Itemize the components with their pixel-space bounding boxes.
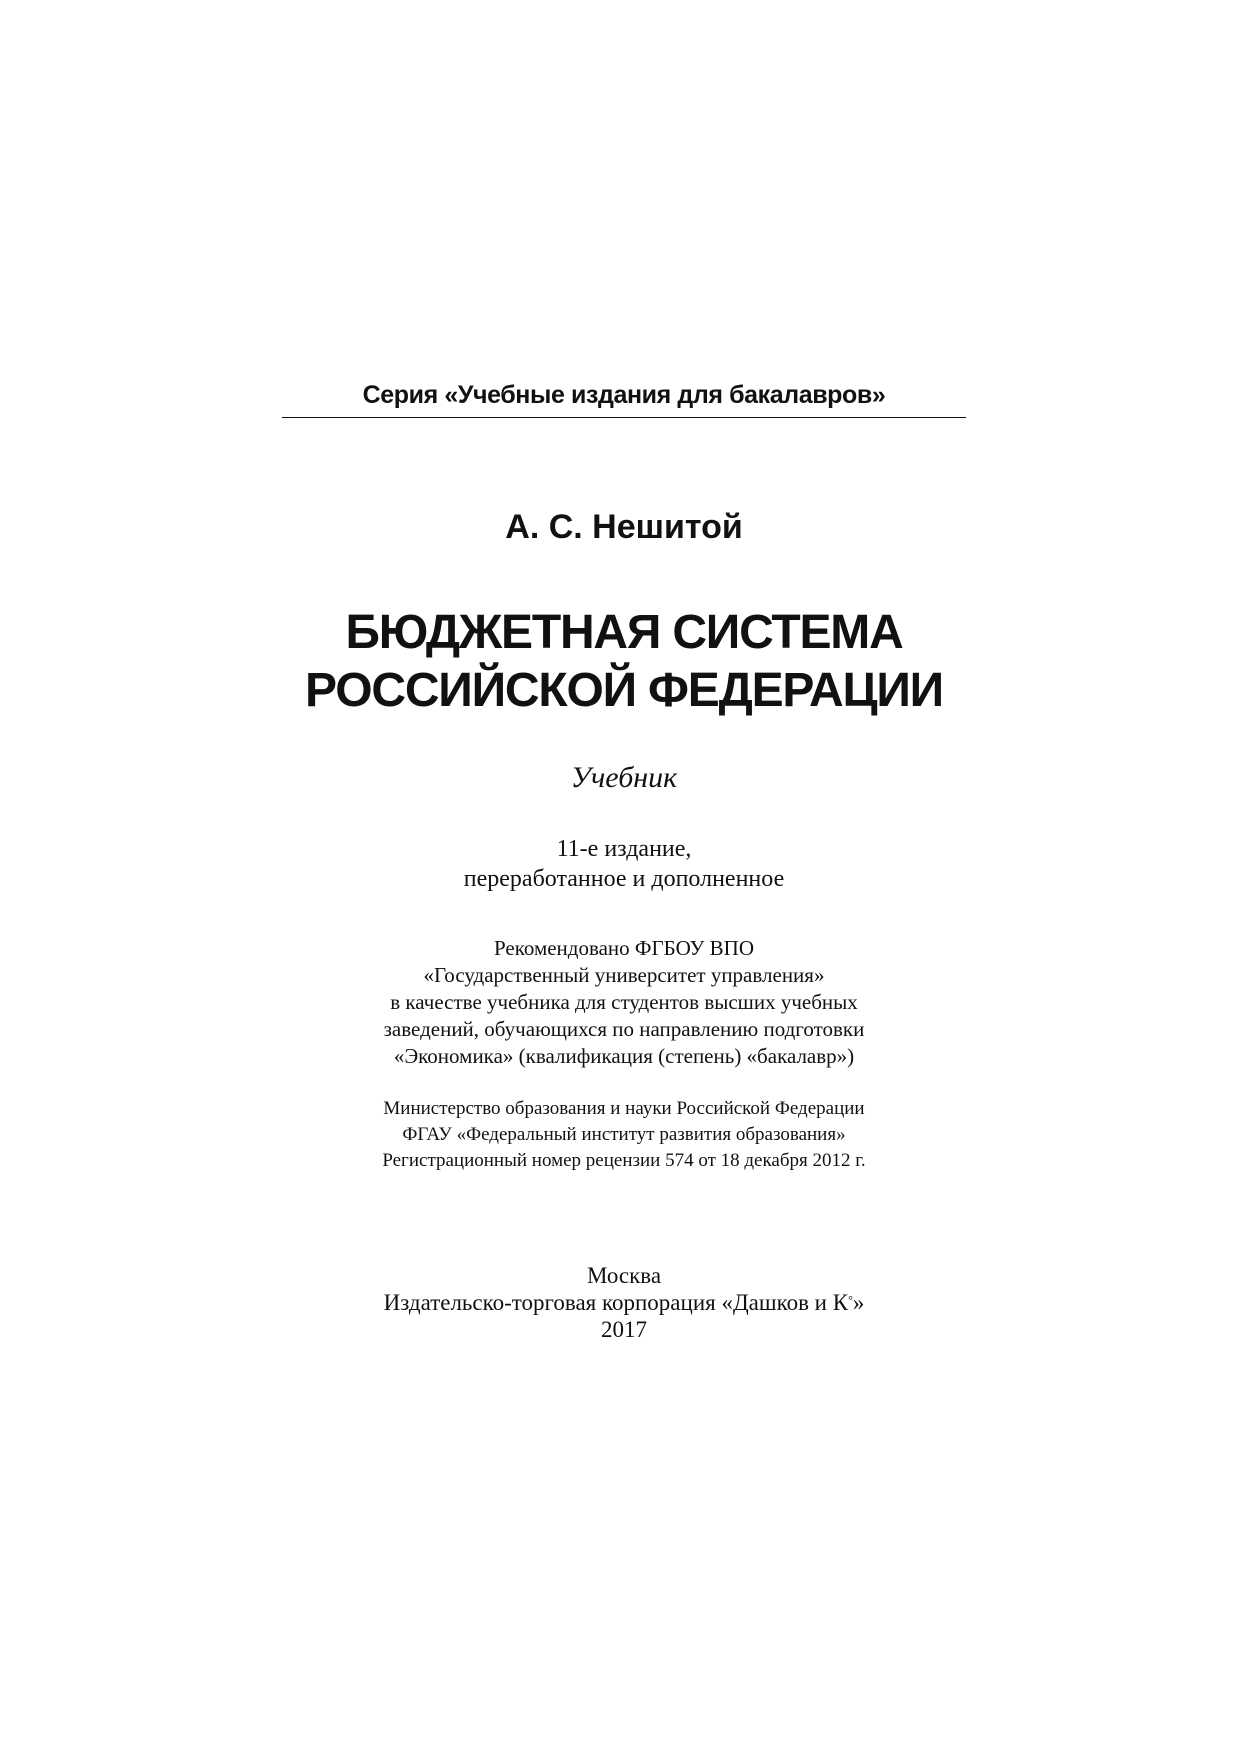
imprint-publisher: [282, 1289, 966, 1316]
imprint-block: [282, 1262, 966, 1343]
ministry-line-2: ФГАУ «Федеральный институт развития образования»: [402, 1124, 846, 1145]
ministry-line-3: Регистрационный номер рецензии 574 от 18 декабря 2012 г.: [382, 1150, 866, 1171]
recommendation-line-4: заведений, обучающихся по направлению подготовки: [383, 1017, 865, 1041]
imprint-year: 2017: [601, 1317, 647, 1342]
recommendation-line-2: «Государственный университет управления»: [423, 963, 825, 987]
edition-number: 11-е издание,: [556, 836, 692, 862]
book-title: [240, 604, 1008, 720]
recommendation-line-5: «Экономика» (квалификация (степень) «бакалавр»): [393, 1044, 855, 1068]
publisher-degree-mark: °: [848, 1293, 853, 1307]
publisher-name: Издательско-торговая корпорация «Дашков и К: [383, 1290, 849, 1315]
ministry-block: [282, 1096, 966, 1174]
author-name: А. С. Нешитой: [505, 508, 743, 546]
book-type: Учебник: [570, 761, 678, 794]
ministry-line-1: Министерство образования и науки Российской Федерации: [383, 1098, 865, 1119]
edition-info: [282, 834, 966, 894]
series-divider: [282, 417, 966, 418]
book-title-line-1: БЮДЖЕТНАЯ СИСТЕМА: [345, 606, 903, 659]
edition-description: переработанное и дополненное: [463, 866, 785, 892]
recommendation-block: [282, 935, 966, 1070]
recommendation-line-3: в качестве учебника для студентов высших учебных: [390, 990, 858, 1014]
recommendation-line-1: Рекомендовано ФГБОУ ВПО: [493, 936, 755, 960]
publisher-closing-quote: »: [852, 1290, 865, 1315]
imprint-city: Москва: [586, 1263, 662, 1288]
book-title-line-2: РОССИЙСКОЙ ФЕДЕРАЦИИ: [305, 664, 943, 717]
series-name: Серия «Учебные издания для бакалавров»: [362, 381, 886, 409]
